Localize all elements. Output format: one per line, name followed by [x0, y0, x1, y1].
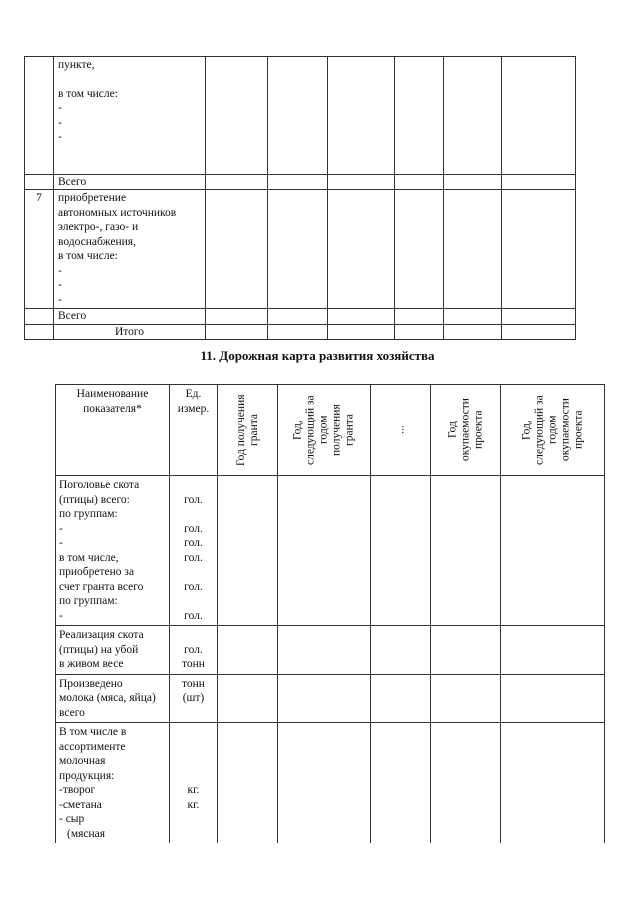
empty-cell [278, 674, 371, 723]
indicator-unit-line: кг. [187, 784, 200, 796]
indicator-unit-line: гол. [184, 643, 203, 656]
table-row [56, 626, 605, 675]
empty-cell [268, 309, 328, 325]
row-label-line: Всего [58, 310, 87, 322]
indicator-name-line: молочная [59, 755, 106, 767]
indicator-unit-line: тонн [182, 658, 205, 670]
indicator-name-line: Реализация скота [59, 629, 144, 641]
empty-cell [328, 190, 395, 309]
header-after-payback: Год, следующий за годом окупаемости проекта [501, 385, 605, 476]
row-label-line: водоснабжения, [58, 235, 136, 248]
empty-cell [328, 174, 395, 190]
row-number: 7 [25, 190, 54, 309]
row-number [25, 309, 54, 325]
header-year-after-grant: Год, следующий за годом получения гранта [278, 385, 371, 476]
empty-cell [371, 674, 431, 723]
header-year-grant: Год получения гранта [218, 385, 278, 476]
empty-cell [395, 174, 444, 190]
row-label [54, 57, 206, 175]
empty-cell [431, 476, 501, 626]
empty-cell [501, 723, 605, 844]
table-row [25, 174, 576, 190]
row-label-line: Всего [58, 175, 87, 188]
header-payback-year: Год окупаемости проекта [431, 385, 501, 476]
indicator-name-line: приобретено за [59, 566, 135, 578]
table-row [25, 324, 576, 340]
indicator-name-line: - [59, 522, 63, 535]
indicator-unit-line [173, 740, 214, 755]
indicator-name-line: счет гранта всего [59, 580, 144, 593]
row-label-line: пункте, [58, 59, 95, 71]
row-label-line: - [58, 293, 62, 306]
empty-cell [278, 476, 371, 626]
row-label-line: - [58, 116, 62, 129]
indicator-unit-line: кг. [187, 798, 200, 811]
indicator-name [56, 674, 170, 723]
empty-cell [444, 324, 502, 340]
row-label [54, 190, 206, 309]
row-label-line: автономных источников [58, 206, 177, 219]
section-title: 11. Дорожная карта развития хозяйства [200, 348, 435, 363]
roadmap-table [55, 384, 605, 843]
indicator-unit-line: гол. [184, 522, 203, 535]
row-label-line: в том числе: [58, 87, 118, 100]
header-unit: Ед. измер. [170, 385, 218, 476]
table-row [25, 309, 576, 325]
empty-cell [501, 476, 605, 626]
empty-cell [206, 309, 268, 325]
empty-cell [444, 190, 502, 309]
header-ellipsis: ... [371, 385, 431, 476]
indicator-name-line: -сметана [59, 798, 102, 811]
indicator-unit-line: гол. [184, 537, 203, 549]
empty-cell [278, 626, 371, 675]
table-row [56, 674, 605, 723]
empty-cell [444, 174, 502, 190]
row-label-line: приобретение [58, 192, 127, 204]
row-label [54, 309, 206, 325]
indicator-unit [170, 723, 218, 844]
indicator-unit-line: гол. [184, 609, 203, 622]
indicator-unit-line [173, 565, 214, 580]
empty-cell [431, 626, 501, 675]
empty-cell [206, 190, 268, 309]
empty-cell [502, 190, 576, 309]
empty-cell [501, 674, 605, 723]
investment-table [24, 56, 576, 340]
indicator-name-line: - [59, 537, 63, 549]
indicator-unit-line [173, 594, 214, 609]
empty-cell [218, 476, 278, 626]
row-label-line: в том числе: [58, 250, 118, 262]
indicator-unit-line [173, 725, 214, 740]
empty-cell [206, 324, 268, 340]
indicator-name-line: продукция: [59, 769, 115, 782]
indicator-name-line: ассортименте [59, 740, 126, 753]
indicator-name [56, 723, 170, 844]
empty-cell [502, 324, 576, 340]
table-row [56, 723, 605, 844]
indicator-unit [170, 476, 218, 626]
indicator-name-line: Произведено [59, 677, 123, 690]
indicator-unit-line [173, 478, 214, 493]
indicator-unit-line: гол. [184, 551, 203, 564]
indicator-unit [170, 674, 218, 723]
indicator-name-line: по группам: [59, 508, 118, 520]
empty-cell [278, 723, 371, 844]
row-number [25, 174, 54, 190]
indicator-unit-line: гол. [184, 493, 203, 506]
indicator-unit-line [173, 769, 214, 784]
empty-cell [328, 57, 395, 175]
indicator-name-line: -творог [59, 784, 96, 796]
empty-cell [371, 476, 431, 626]
row-label-line [58, 73, 201, 87]
empty-cell [395, 324, 444, 340]
empty-cell [444, 309, 502, 325]
empty-cell [431, 674, 501, 723]
empty-cell [502, 57, 576, 175]
row-label-line: - [58, 264, 62, 277]
row-label-line: - [58, 102, 62, 114]
indicator-name-line: по группам: [59, 595, 118, 607]
table-row [25, 57, 576, 175]
row-label-line: - [58, 131, 62, 143]
table-row [56, 476, 605, 626]
empty-cell [328, 309, 395, 325]
indicator-name-line: В том числе в [59, 726, 127, 738]
indicator-name-line: (птицы) на убой [59, 643, 139, 656]
row-label-line [58, 145, 201, 159]
indicator-name-line: в живом весе [59, 658, 124, 670]
indicator-unit [170, 626, 218, 675]
indicator-unit-line: (шт) [182, 692, 205, 704]
empty-cell [395, 309, 444, 325]
row-number [25, 57, 54, 175]
table-row [25, 190, 576, 309]
empty-cell [502, 174, 576, 190]
indicator-name-line: - сыр [59, 813, 85, 825]
empty-cell [218, 626, 278, 675]
header-indicator-name: Наименование показателя* [56, 385, 170, 476]
indicator-unit-line [173, 706, 214, 721]
empty-cell [371, 723, 431, 844]
empty-cell [218, 723, 278, 844]
empty-cell [395, 190, 444, 309]
itogo-label: Итого [54, 324, 206, 340]
empty-cell [268, 324, 328, 340]
row-label-line [58, 159, 201, 173]
empty-cell [25, 324, 54, 340]
empty-cell [218, 674, 278, 723]
indicator-name-line: всего [59, 706, 85, 719]
indicator-unit-line [173, 812, 214, 827]
empty-cell [431, 723, 501, 844]
indicator-name [56, 626, 170, 675]
indicator-name-line: в том числе, [59, 551, 119, 564]
empty-cell [206, 174, 268, 190]
indicator-unit-line [173, 507, 214, 522]
empty-cell [328, 324, 395, 340]
indicator-name-line: (птицы) всего: [59, 493, 130, 506]
indicator-name-line: Поголовье скота [59, 479, 140, 491]
empty-cell [502, 309, 576, 325]
empty-cell [268, 174, 328, 190]
empty-cell [268, 57, 328, 175]
roadmap-header-row [56, 385, 605, 476]
indicator-name-line: (мясная [67, 827, 106, 840]
indicator-unit-line: тонн [182, 677, 205, 690]
empty-cell [444, 57, 502, 175]
row-label-line: электро-, газо- и [58, 221, 139, 233]
indicator-unit-line [173, 827, 214, 842]
empty-cell [371, 626, 431, 675]
empty-cell [206, 57, 268, 175]
empty-cell [501, 626, 605, 675]
indicator-unit-line: гол. [184, 580, 203, 593]
row-label [54, 174, 206, 190]
indicator-unit-line [173, 628, 214, 643]
row-label-line: - [58, 279, 62, 291]
indicator-name-line: - [59, 609, 63, 622]
indicator-name [56, 476, 170, 626]
indicator-name-line: молока (мяса, яйца) [59, 692, 156, 704]
empty-cell [395, 57, 444, 175]
indicator-unit-line [173, 754, 214, 769]
empty-cell [268, 190, 328, 309]
